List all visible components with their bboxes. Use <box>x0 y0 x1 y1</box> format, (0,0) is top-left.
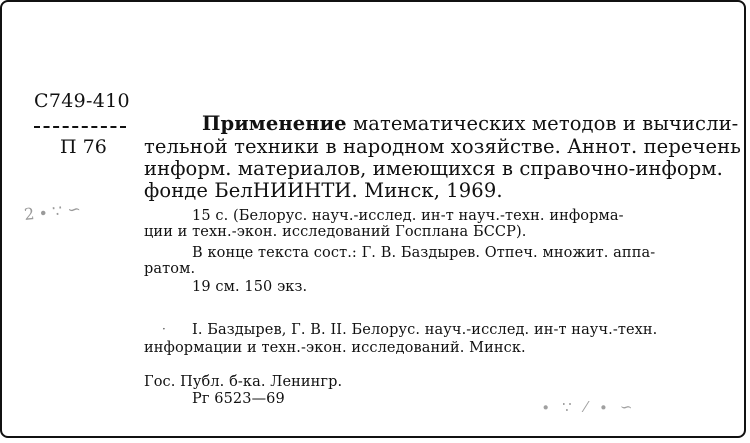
imprint-line-1: 15 с. (Белорус. науч.-исслед. ин-т науч.-техн. информа- <box>192 208 624 224</box>
call-number-divider <box>34 126 126 128</box>
title-line-4: фонде БелНИИНТИ. Минск, 1969. <box>144 179 503 202</box>
call-number: С749-410 <box>34 90 130 112</box>
faded-handwriting-mark: ∙ ∵ ⁄ ∙ ∽ <box>542 398 637 416</box>
imprint-line-5: 19 см. 150 экз. <box>192 279 308 295</box>
imprint-line-2: ции и техн.-экон. исследований Госплана БССР). <box>144 224 527 240</box>
library-line-2: Рг 6523—69 <box>192 391 285 407</box>
title-line-1 <box>202 112 738 135</box>
stray-dot: · <box>162 322 166 336</box>
library-line-1: Гос. Публ. б-ка. Ленингр. <box>144 374 343 390</box>
title-line-3: информ. материалов, имеющихся в справочно-информ. <box>144 157 723 180</box>
title-line-1-rest: математических методов и вычисли- <box>346 112 739 135</box>
title-bold-word: Применение <box>202 112 347 135</box>
faded-stamp-mark: 2 ∙ ∵ ∽ <box>23 199 82 224</box>
tracings-line-1: I. Баздырев, Г. В. II. Белорус. науч.-исслед. ин-т науч.-техн. <box>192 322 658 338</box>
imprint-line-4: ратом. <box>144 261 196 277</box>
title-line-2: тельной техники в народном хозяйстве. Аннот. перечень <box>144 135 741 158</box>
author-mark: П 76 <box>60 136 107 158</box>
imprint-line-3: В конце текста сост.: Г. В. Баздырев. Отпеч. множит. аппа- <box>192 245 656 261</box>
tracings-line-2: информации и техн.-экон. исследований. Минск. <box>144 340 526 356</box>
